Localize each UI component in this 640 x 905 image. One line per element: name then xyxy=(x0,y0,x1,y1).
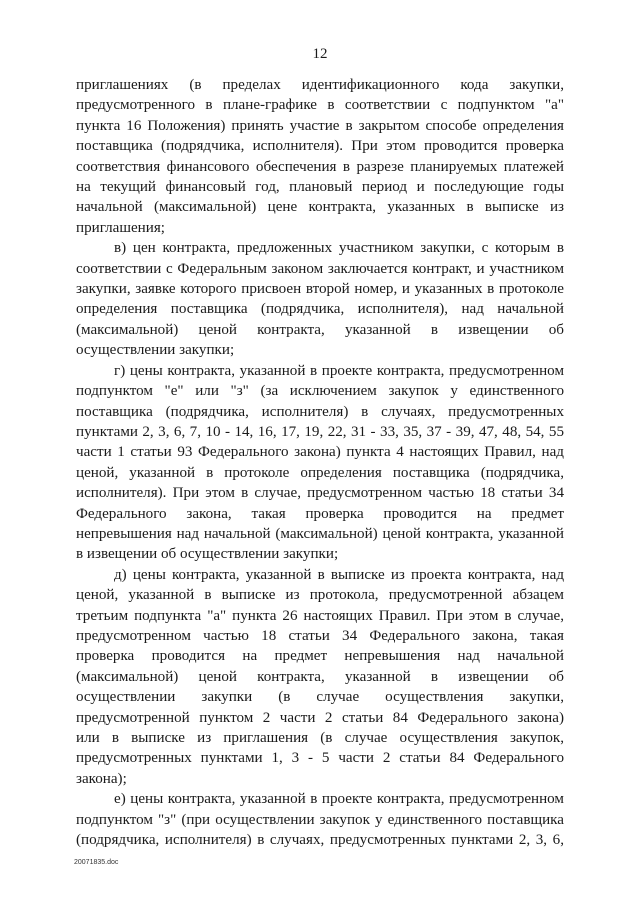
text-line: предусмотренном частью 18 статьи 34 Федерального закона, такая xyxy=(76,627,564,644)
text-line: е) цены контракта, указанной в проекте контракта, предусмотренном xyxy=(114,791,564,808)
text-line: непревышения над начальной (максимальной) ценой контракта, указанной xyxy=(76,525,564,542)
text-line: подпунктом "з" (при осуществлении закупок у единственного поставщика xyxy=(76,811,564,828)
text-line: ценой, указанной в выписке из протокола, предусмотренной абзацем xyxy=(76,587,564,604)
text-line: (максимальной) ценой контракта, указанной в извещении об xyxy=(76,668,564,685)
text-line: определения поставщика (подрядчика, исполнителя), над начальной xyxy=(76,301,564,318)
text-line: приглашениях (в пределах идентификационного кода закупки, xyxy=(76,77,564,93)
text-line: пунктами 2, 3, 6, 7, 10 - 14, 16, 17, 19, 22, 31 - 33, 35, 37 - 39, 47, 48, 54, 55 xyxy=(76,423,564,440)
text-line: исполнителя). При этом в случае, предусмотренном частью 18 статьи 34 xyxy=(76,485,564,502)
text-line: начальной (максимальной) цене контракта, указанных в выписке из xyxy=(76,199,564,216)
text-line: предусмотренной пунктом 2 части 2 статьи 84 Федерального закона) xyxy=(76,709,564,726)
text-line: предусмотренных пунктами 1, 3 - 5 части 2 статьи 84 Федерального xyxy=(76,750,564,767)
text-line: на текущий финансовый год, плановый период и последующие годы xyxy=(76,179,564,196)
text-line: приглашения; xyxy=(76,219,165,236)
text-line: или в выписке из приглашения (в случае осуществления закупок, xyxy=(76,730,564,746)
text-line: закона); xyxy=(76,770,127,787)
text-line: в извещении об осуществлении закупки; xyxy=(76,546,339,563)
text-line: поставщика (подрядчика, исполнителя) в случаях, предусмотренных xyxy=(76,403,564,420)
text-line: осуществлении закупки (в случае осуществления закупки, xyxy=(76,689,564,706)
text-line: пункта 16 Положения) принять участие в закрытом способе определения xyxy=(76,117,564,134)
text-line: подпунктом "е" или "з" (за исключением закупок у единственного xyxy=(76,383,564,400)
footer-filename: 20071835.doc xyxy=(74,859,119,866)
text-line: д) цены контракта, указанной в выписке из проекта контракта, над xyxy=(114,566,564,583)
text-line: закупки, заявке которого присвоен второй номер, и указанных в протоколе xyxy=(76,281,564,298)
page-number: 12 xyxy=(312,46,328,62)
text-line: осуществлении закупки; xyxy=(76,342,235,359)
text-line: Федерального закона, такая проверка проводится на предмет xyxy=(76,505,564,522)
text-line: (максимальной) ценой контракта, указанной в извещении об xyxy=(76,321,564,338)
body-text xyxy=(76,75,564,850)
text-line: (подрядчика, исполнителя) в случаях, предусмотренных пунктами 2, 3, 6, xyxy=(76,832,564,849)
text-line: предусмотренного в плане-графике в соответствии с подпунктом "а" xyxy=(76,97,564,114)
text-line: соответствия финансового обеспечения в разрезе планируемых платежей xyxy=(76,158,564,175)
text-line: ценой, указанной в протоколе определения поставщика (подрядчика, xyxy=(76,464,564,481)
text-line: в) цен контракта, предложенных участником закупки, с которым в xyxy=(114,240,564,257)
text-line: поставщика (подрядчика, исполнителя). При этом проводится проверка xyxy=(76,138,564,155)
text-line: третьим подпункта "а" пункта 26 настоящих Правил. При этом в случае, xyxy=(76,607,564,624)
text-line: соответствии с Федеральным законом заключается контракт, и участником xyxy=(76,260,564,277)
text-line: проверка проводится на предмет непревышения над начальной xyxy=(76,648,564,665)
text-line: части 1 статьи 93 Федерального закона) пункта 4 настоящих Правил, над xyxy=(76,444,564,461)
text-line: г) цены контракта, указанной в проекте контракта, предусмотренном xyxy=(114,362,564,379)
